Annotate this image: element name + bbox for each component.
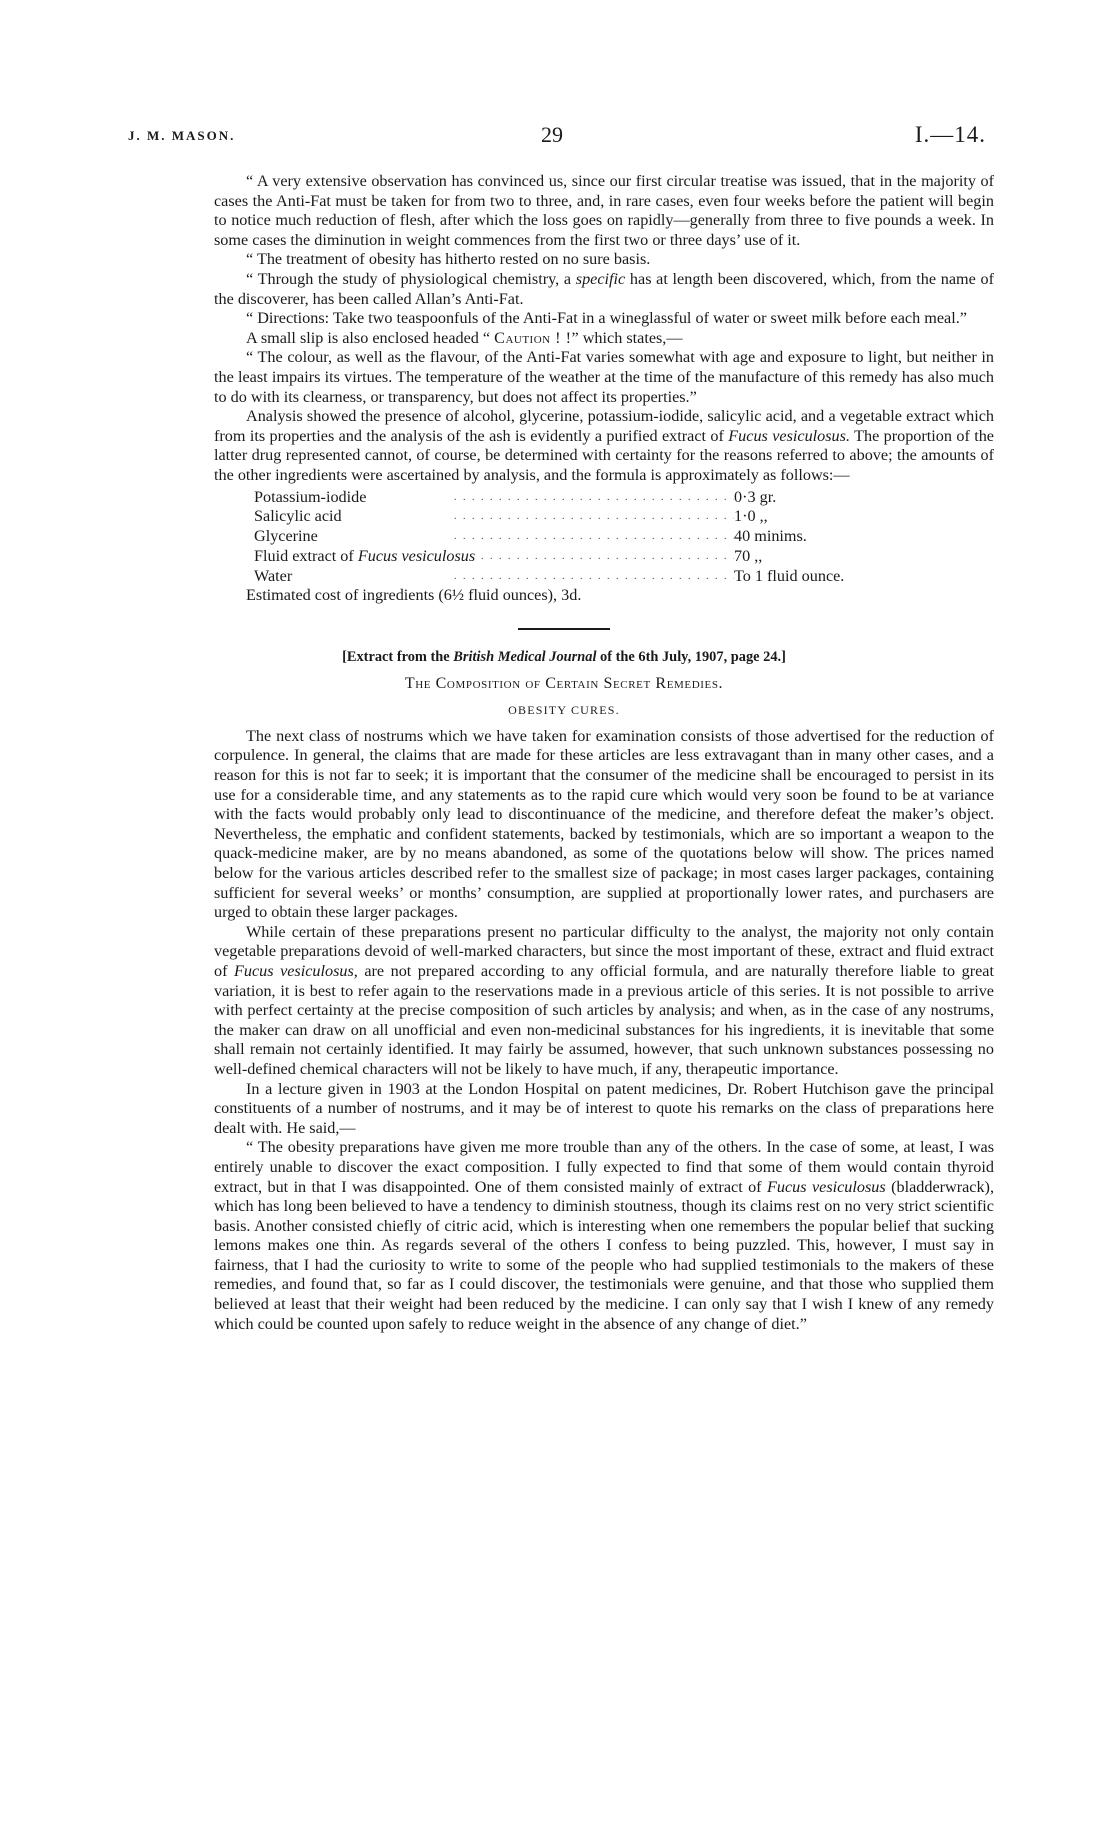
- ingredient-amount: 70 ,,: [734, 546, 763, 565]
- paragraph: “ The obesity preparations have given me more trouble than any of the others. In the case of some, at least, I was entirely unable to discover the exact composition. I fully expected to find that some of them would contain thyroid extract, but in that I was disappointed. One of them consisted mainly of extract of Fucus vesiculosus (bladderwrack), which has long been believed to have a tendency to diminish stoutness, though its claims rest on no very strict scientific basis. Another consisted chiefly of citric acid, which is interesting when one remembers the popular belief that sucking lemons makes one thin. As regards several of the others I confess to being puzzled. This, however, I must say in fairness, that I had the curiosity to write to some of the people who had supplied testimonials to the makers of these remedies, and found that, so far as I could discover, the testimonials were genuine, and that those who supplied them believed at least that their weight had been reduced by the medicine. I can only say that I wish I knew of any remedy which could be counted upon safely to reduce weight in the absence of any change of diet.”: [214, 1138, 994, 1333]
- header-author: J. M. MASON.: [128, 128, 236, 143]
- paragraph: “ The colour, as well as the flavour, of the Anti-Fat varies somewhat with age and exposure to light, but neither in the least impairs its virtues. The temperature of the weather at the time of the manufacture of this remedy has also much to do with its clearness, or transparency, but does not affect its properties.”: [214, 348, 994, 406]
- paragraph: While certain of these preparations present no particular difficulty to the analyst, the majority not only contain vegetable preparations devoid of well-marked characters, but since the most important of these, extract and fluid extract of Fucus vesiculosus, are not prepared according to any official formula, and are naturally therefore liable to great variation, it is best to refer again to the reservations made in a previous article of this series. It is not possible to arrive with perfect certainty at the precise composition of such articles by analysis; and when, as in the case of any nostrums, the maker can draw on all unofficial and even non-medicinal substances for his ingredients, it is inevitable that some shall remain not certainly identified. It may fairly be assumed, however, that such unknown substances possessing no well-defined chemical characters will not be likely to have much, if any, therapeutic importance.: [214, 922, 994, 1078]
- paragraph: “ Directions: Take two teaspoonfuls of the Anti-Fat in a wineglassful of water or sweet milk before each meal.”: [246, 309, 967, 328]
- estimated-cost: Estimated cost of ingredients (6½ fluid ounces), 3d.: [246, 586, 582, 605]
- formula-row: [254, 488, 914, 508]
- paragraph: The next class of nostrums which we have taken for examination consists of those advertised for the reduction of corpulence. In general, the claims that are made for these articles are less extravagant than in many other cases, and a reason for this is not far to seek; it is important that the consumer of the medicine shall be encouraged to persist in its use for a considerable time, and any statements as to the rapid cure which would very soon be found to be at variance with the facts would probably only lead to discontinuance of the medicine, and therefore defeat the maker’s object. Nevertheless, the emphatic and confident statements, backed by testimonials, which are so important a weapon to the quack-medicine maker, are by no means abandoned, as some of the quotations below will show. The prices named below for the various articles described refer to the smallest size of package; in most cases larger packages, containing sufficient for several weeks’ or months’ consumption, are supplied at proportionally lower rates, and purchasers are urged to obtain these larger packages.: [214, 726, 994, 922]
- ingredient-amount: 1·0 ,,: [734, 507, 768, 526]
- formula-row: [254, 507, 914, 527]
- extract-source-line: [Extract from the British Medical Journal of the 6th July, 1907, page 24.]: [342, 649, 786, 666]
- ingredient-name: Glycerine: [254, 527, 318, 546]
- article-title: The Composition of Certain Secret Remedies.: [404, 674, 724, 692]
- paragraph: In a lecture given in 1903 at the London Hospital on patent medicines, Dr. Robert Hutchison gave the principal constituents of a number of nostrums, and it may be of interest to quote his remarks on the class of preparations here dealt with. He said,—: [214, 1079, 994, 1137]
- paragraph: “ Through the study of physiological chemistry, a specific has at length been discovered, which, from the name of the discoverer, has been called Allan’s Anti-Fat.: [214, 269, 994, 308]
- formula-row: [254, 567, 914, 587]
- page-body: [214, 172, 994, 1334]
- ingredient-amount: 40 minims.: [734, 527, 807, 546]
- ingredient-name: Fluid extract of: [254, 546, 358, 565]
- ingredient-name: Water: [254, 566, 293, 585]
- paragraph: “ The treatment of obesity has hitherto rested on no sure basis.: [246, 250, 651, 269]
- article-subheading: OBESITY CURES.: [508, 703, 620, 718]
- document-reference: I.—14.: [914, 122, 986, 147]
- ingredient-amount: To 1 fluid ounce.: [734, 566, 845, 585]
- formula-row: [254, 527, 914, 547]
- formula-table: [254, 488, 914, 587]
- ingredient-name: Salicylic acid: [254, 507, 342, 526]
- ingredient-name: Potassium-iodide: [254, 487, 367, 506]
- paragraph: Analysis showed the presence of alcohol, glycerine, potassium-iodide, salicylic acid, and a vegetable extract which from its properties and the analysis of the ash is evidently a purified extract of Fucus vesiculosus. The proportion of the latter drug represented cannot, of course, be determined with certainty for the reasons referred to above; the amounts of the other ingredients were ascertained by analysis, and the formula is approximately as follows:—: [214, 407, 994, 484]
- formula-row: Fluid extract of Fucus vesiculosus . . . 70 ,,: [254, 547, 914, 567]
- section-divider: [518, 628, 610, 630]
- paragraph: A small slip is also enclosed headed “ Caution ! !” which states,—: [246, 328, 683, 347]
- page-number: 29: [541, 122, 563, 147]
- ingredient-amount: 0·3 gr.: [734, 487, 777, 506]
- page-header: [0, 122, 1114, 152]
- paragraph: “ A very extensive observation has convinced us, since our first circular treatise was issued, that in the majority of cases the Anti-Fat must be taken for from two to three, and, in rare cases, even four weeks before the patient will begin to notice much reduction of flesh, after which the loss goes on rapidly—generally from three to five pounds a week. In some cases the diminution in weight commences from the first two or three days’ use of it.: [214, 172, 994, 249]
